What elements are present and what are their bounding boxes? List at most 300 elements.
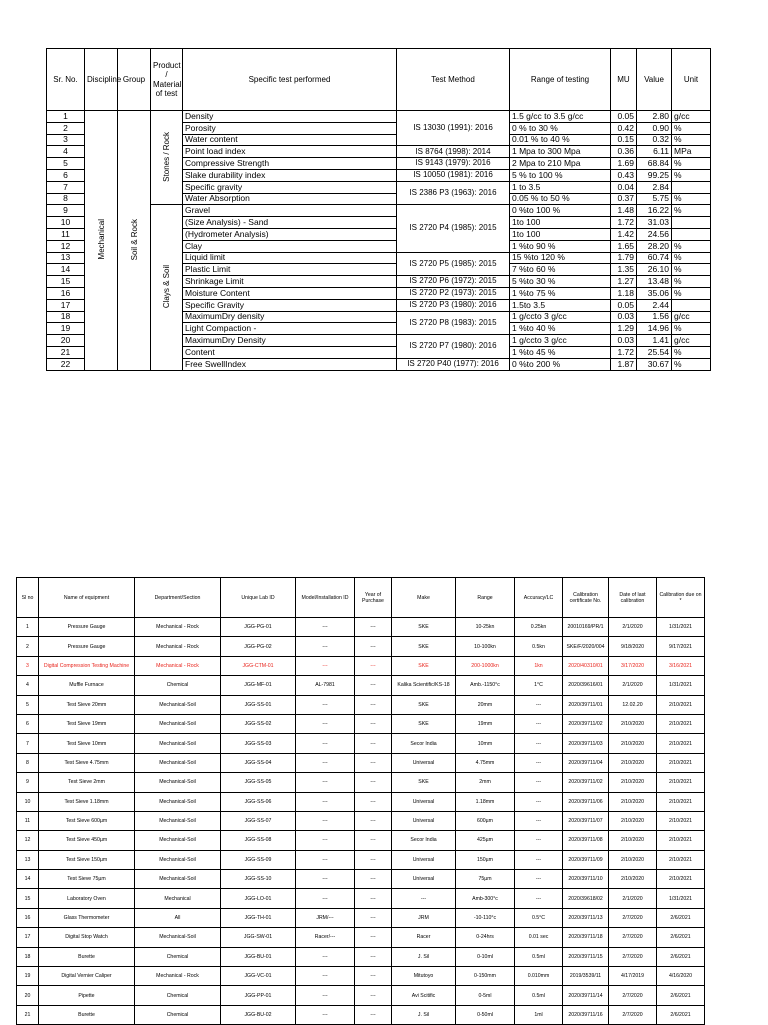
department: Chemical	[135, 947, 221, 966]
result-value: 1.56	[637, 311, 672, 323]
model-id: ---	[296, 637, 355, 656]
sl-no: 2	[17, 637, 39, 656]
range: 0-10ml	[456, 947, 515, 966]
calibration-due-date: 2/10/2021	[657, 714, 705, 733]
accuracy: 0.5kn	[515, 637, 563, 656]
range-of-testing: 0 % to 30 %	[510, 122, 611, 134]
department: All	[135, 908, 221, 927]
year-of-purchase: ---	[355, 811, 392, 830]
header-test-method: Test Method	[397, 49, 510, 111]
range: 2mm	[456, 773, 515, 792]
sl-no: 3	[17, 656, 39, 675]
equipment-row	[17, 986, 705, 1005]
range-of-testing: 0.05 % to 50 %	[510, 193, 611, 205]
sl-no: 21	[17, 1005, 39, 1024]
equipment-row	[17, 850, 705, 869]
sl-no: 18	[17, 947, 39, 966]
equipment-row	[17, 870, 705, 889]
mu-value: 0.37	[611, 193, 637, 205]
result-value: 26.10	[637, 264, 672, 276]
department: Mechanical - Rock	[135, 967, 221, 986]
certificate-no: 2020/39618/02	[563, 889, 609, 908]
sr-no: 2	[47, 122, 85, 134]
specific-test: (Size Analysis) - Sand	[183, 217, 397, 229]
last-calibration-date: 2/10/2020	[609, 753, 657, 772]
result-value: 2.84	[637, 181, 672, 193]
sl-no: 16	[17, 908, 39, 927]
equipment-calibration-table	[16, 577, 705, 1025]
year-of-purchase: ---	[355, 734, 392, 753]
make: Secor India	[392, 831, 456, 850]
model-id: ---	[296, 831, 355, 850]
range: 1.18mm	[456, 792, 515, 811]
year-of-purchase: ---	[355, 695, 392, 714]
unit: g/cc	[672, 335, 711, 347]
product-rock-cell	[151, 111, 183, 205]
result-value: 31.03	[637, 217, 672, 229]
certificate-no: 2020/39711/03	[563, 734, 609, 753]
lab-id: JGG-LO-01	[221, 889, 296, 908]
department: Mechanical-Soil	[135, 870, 221, 889]
range: 0-24hrs	[456, 928, 515, 947]
department: Mechanical-Soil	[135, 928, 221, 947]
product-soil-cell	[151, 205, 183, 370]
year-of-purchase: ---	[355, 870, 392, 889]
unit: %	[672, 276, 711, 288]
header-make: Make	[392, 578, 456, 618]
calibration-due-date: 2/10/2021	[657, 734, 705, 753]
lab-id: JGG-PG-02	[221, 637, 296, 656]
result-value: 25.54	[637, 346, 672, 358]
equipment-name: Glass Thermometer	[39, 908, 135, 927]
range-of-testing: 0.01 % to 40 %	[510, 134, 611, 146]
header-accuracy: Accuracy/LC	[515, 578, 563, 618]
calibration-due-date: 1/31/2021	[657, 618, 705, 637]
make: Universal	[392, 753, 456, 772]
make: Universal	[392, 850, 456, 869]
accuracy: ---	[515, 792, 563, 811]
certificate-no: 2019/3539/11	[563, 967, 609, 986]
header-group: Group	[118, 49, 151, 111]
header-last-calibration: Date of last calibration	[609, 578, 657, 618]
result-value: 0.90	[637, 122, 672, 134]
last-calibration-date: 2/1/2020	[609, 618, 657, 637]
range-of-testing: 1.5to 3.5	[510, 299, 611, 311]
group-label: Soil & Rock	[129, 218, 139, 260]
last-calibration-date: 2/1/2020	[609, 676, 657, 695]
unit: %	[672, 252, 711, 264]
model-id: ---	[296, 986, 355, 1005]
range-of-testing: 1 g/ccto 3 g/cc	[510, 335, 611, 347]
sr-no: 15	[47, 276, 85, 288]
accuracy: ---	[515, 850, 563, 869]
model-id: ---	[296, 714, 355, 733]
sr-no: 13	[47, 252, 85, 264]
range: 4.75mm	[456, 753, 515, 772]
specific-test: Density	[183, 111, 397, 123]
model-id: ---	[296, 947, 355, 966]
header-product: Product / Material of test	[151, 49, 183, 111]
range: 20mm	[456, 695, 515, 714]
range: 200-1000kn	[456, 656, 515, 675]
result-value: 13.48	[637, 276, 672, 288]
year-of-purchase: ---	[355, 967, 392, 986]
sl-no: 11	[17, 811, 39, 830]
group-cell	[118, 111, 151, 371]
test-method: IS 2720 P7 (1980): 2016	[397, 335, 510, 359]
certificate-no: 2020/39711/02	[563, 714, 609, 733]
certificate-no: 2020/39711/18	[563, 928, 609, 947]
mu-value: 1.72	[611, 346, 637, 358]
last-calibration-date: 2/10/2020	[609, 773, 657, 792]
test-method: IS 2720 P6 (1972): 2015	[397, 276, 510, 288]
equipment-name: Pipette	[39, 986, 135, 1005]
header-mu: MU	[611, 49, 637, 111]
equipment-row	[17, 889, 705, 908]
header-specific-test: Specific test performed	[183, 49, 397, 111]
last-calibration-date: 2/7/2020	[609, 1005, 657, 1024]
test-method: IS 9143 (1979): 2016	[397, 158, 510, 170]
year-of-purchase: ---	[355, 656, 392, 675]
make: SKE	[392, 656, 456, 675]
lab-id: JGG-SS-04	[221, 753, 296, 772]
sr-no: 5	[47, 158, 85, 170]
equipment-row	[17, 811, 705, 830]
range-of-testing: 1 %to 90 %	[510, 240, 611, 252]
department: Mechanical	[135, 889, 221, 908]
range-of-testing: 15 %to 120 %	[510, 252, 611, 264]
year-of-purchase: ---	[355, 831, 392, 850]
sr-no: 19	[47, 323, 85, 335]
certificate-no: 2020/39711/01	[563, 695, 609, 714]
mu-value: 0.03	[611, 335, 637, 347]
mu-value: 0.05	[611, 111, 637, 123]
sl-no: 6	[17, 714, 39, 733]
equipment-row	[17, 656, 705, 675]
equipment-name: Test Sieve 75µm	[39, 870, 135, 889]
year-of-purchase: ---	[355, 947, 392, 966]
unit	[672, 181, 711, 193]
last-calibration-date: 2/7/2020	[609, 908, 657, 927]
range: Amb.-1150°c	[456, 676, 515, 695]
last-calibration-date: 2/10/2020	[609, 792, 657, 811]
certificate-no: 2020/39711/04	[563, 753, 609, 772]
specific-test: Free SwellIndex	[183, 358, 397, 370]
calibration-due-date: 2/10/2021	[657, 811, 705, 830]
accuracy: 0.5ml	[515, 947, 563, 966]
specific-test: MaximumDry density	[183, 311, 397, 323]
unit: %	[672, 169, 711, 181]
equipment-row	[17, 1005, 705, 1024]
sl-no: 12	[17, 831, 39, 850]
certificate-no: 2020/39711/02	[563, 773, 609, 792]
specific-test: MaximumDry Density	[183, 335, 397, 347]
last-calibration-date: 2/10/2020	[609, 850, 657, 869]
accuracy: ---	[515, 870, 563, 889]
range-of-testing: 1 Mpa to 300 Mpa	[510, 146, 611, 158]
test-method: IS 2720 P40 (1977): 2016	[397, 358, 510, 370]
sl-no: 20	[17, 986, 39, 1005]
model-id: ---	[296, 753, 355, 772]
sr-no: 4	[47, 146, 85, 158]
test-method: IS 2720 P4 (1985): 2015	[397, 205, 510, 252]
specific-test: Clay	[183, 240, 397, 252]
equipment-name: Pressure Gauge	[39, 637, 135, 656]
sr-no: 6	[47, 169, 85, 181]
sr-no: 12	[47, 240, 85, 252]
model-id: ---	[296, 695, 355, 714]
year-of-purchase: ---	[355, 986, 392, 1005]
calibration-due-date: 2/10/2021	[657, 695, 705, 714]
last-calibration-date: 2/7/2020	[609, 947, 657, 966]
mu-value: 1.65	[611, 240, 637, 252]
equipment-row	[17, 928, 705, 947]
specific-test: Moisture Content	[183, 287, 397, 299]
accuracy: 0.25kn	[515, 618, 563, 637]
equipment-row	[17, 792, 705, 811]
accuracy: ---	[515, 714, 563, 733]
sr-no: 11	[47, 228, 85, 240]
mu-value: 0.05	[611, 299, 637, 311]
equipment-name: Test Sieve 4.75mm	[39, 753, 135, 772]
range: 600µm	[456, 811, 515, 830]
test-method: IS 13030 (1991): 2016	[397, 111, 510, 146]
result-value: 5.75	[637, 193, 672, 205]
test-method: IS 2720 P8 (1983): 2015	[397, 311, 510, 335]
certificate-no: 2020/40310/01	[563, 656, 609, 675]
calibration-due-date: 3/16/2021	[657, 656, 705, 675]
range: 75µm	[456, 870, 515, 889]
specific-test: Plastic Limit	[183, 264, 397, 276]
equipment-row	[17, 773, 705, 792]
range: 10-25kn	[456, 618, 515, 637]
model-id: ---	[296, 734, 355, 753]
specific-test: Compressive Strength	[183, 158, 397, 170]
lab-id: JGG-SS-09	[221, 850, 296, 869]
calibration-due-date: 2/10/2021	[657, 850, 705, 869]
year-of-purchase: ---	[355, 1005, 392, 1024]
result-value: 99.25	[637, 169, 672, 181]
range-of-testing: 0 %to 100 %	[510, 205, 611, 217]
lab-id: JGG-SS-10	[221, 870, 296, 889]
result-value: 2.80	[637, 111, 672, 123]
sl-no: 4	[17, 676, 39, 695]
mu-value: 1.42	[611, 228, 637, 240]
calibration-due-date: 2/10/2021	[657, 831, 705, 850]
sr-no: 3	[47, 134, 85, 146]
sr-no: 20	[47, 335, 85, 347]
equipment-name: Test Sieve 450µm	[39, 831, 135, 850]
specific-test: Specific gravity	[183, 181, 397, 193]
department: Mechanical - Rock	[135, 618, 221, 637]
sr-no: 17	[47, 299, 85, 311]
department: Mechanical-Soil	[135, 850, 221, 869]
sr-no: 21	[47, 346, 85, 358]
department: Mechanical-Soil	[135, 734, 221, 753]
equipment-name: Test Sieve 19mm	[39, 714, 135, 733]
sl-no: 13	[17, 850, 39, 869]
equipment-row	[17, 714, 705, 733]
accuracy: ---	[515, 695, 563, 714]
model-id: ---	[296, 967, 355, 986]
unit: %	[672, 240, 711, 252]
calibration-due-date: 2/10/2021	[657, 792, 705, 811]
header-sl-no: Sl no	[17, 578, 39, 618]
accuracy: ---	[515, 753, 563, 772]
unit	[672, 299, 711, 311]
range: 0-5ml	[456, 986, 515, 1005]
make: Secor India	[392, 734, 456, 753]
accuracy: ---	[515, 811, 563, 830]
unit: %	[672, 134, 711, 146]
sl-no: 9	[17, 773, 39, 792]
department: Mechanical-Soil	[135, 831, 221, 850]
unit	[672, 217, 711, 229]
range-of-testing: 5 %to 30 %	[510, 276, 611, 288]
department: Mechanical - Rock	[135, 637, 221, 656]
lab-id: JGG-SS-06	[221, 792, 296, 811]
test-method: IS 2720 P2 (1973): 2015	[397, 287, 510, 299]
certificate-no: 2020/39711/08	[563, 831, 609, 850]
range-of-testing: 1to 100	[510, 228, 611, 240]
equipment-name: Test Sieve 150µm	[39, 850, 135, 869]
department: Mechanical-Soil	[135, 695, 221, 714]
range-of-testing: 1to 100	[510, 217, 611, 229]
equipment-name: Test Sieve 10mm	[39, 734, 135, 753]
make: Universal	[392, 870, 456, 889]
model-id: AL-7981	[296, 676, 355, 695]
equipment-name: Test Sieve 20mm	[39, 695, 135, 714]
lab-id: JGG-BU-02	[221, 1005, 296, 1024]
equipment-row	[17, 734, 705, 753]
certificate-no: 2020/39616/01	[563, 676, 609, 695]
sl-no: 19	[17, 967, 39, 986]
equipment-name: Digital Vernier Caliper	[39, 967, 135, 986]
lab-id: JGG-SS-01	[221, 695, 296, 714]
department: Mechanical-Soil	[135, 792, 221, 811]
model-id: ---	[296, 889, 355, 908]
year-of-purchase: ---	[355, 792, 392, 811]
accuracy: 0.5°C	[515, 908, 563, 927]
range-of-testing: 7 %to 60 %	[510, 264, 611, 276]
sl-no: 8	[17, 753, 39, 772]
range-of-testing: 1 %to 45 %	[510, 346, 611, 358]
specific-test: Water content	[183, 134, 397, 146]
make: ---	[392, 889, 456, 908]
unit: %	[672, 193, 711, 205]
lab-id: JGG-SS-05	[221, 773, 296, 792]
calibration-due-date: 2/6/2021	[657, 908, 705, 927]
sl-no: 15	[17, 889, 39, 908]
mu-value: 0.03	[611, 311, 637, 323]
header-equipment-name: Name of equipment	[39, 578, 135, 618]
accuracy: 0.010mm	[515, 967, 563, 986]
equipment-row	[17, 831, 705, 850]
accuracy: ---	[515, 734, 563, 753]
specific-test: Liquid limit	[183, 252, 397, 264]
year-of-purchase: ---	[355, 676, 392, 695]
result-value: 35.06	[637, 287, 672, 299]
specific-test: Shrinkage Limit	[183, 276, 397, 288]
range: 10mm	[456, 734, 515, 753]
last-calibration-date: 2/10/2020	[609, 714, 657, 733]
model-id: ---	[296, 656, 355, 675]
header-year: Year of Purchase	[355, 578, 392, 618]
specific-test: Point load index	[183, 146, 397, 158]
accuracy: ---	[515, 773, 563, 792]
range: 19mm	[456, 714, 515, 733]
lab-id: JGG-SS-03	[221, 734, 296, 753]
make: J. Sil	[392, 947, 456, 966]
year-of-purchase: ---	[355, 714, 392, 733]
test-scope-header-row	[47, 49, 711, 111]
lab-id: JGG-PG-01	[221, 618, 296, 637]
certificate-no: 2020/39711/16	[563, 1005, 609, 1024]
mu-value: 0.36	[611, 146, 637, 158]
range: 0-150mm	[456, 967, 515, 986]
header-certificate: Calibration certificate No.	[563, 578, 609, 618]
result-value: 60.74	[637, 252, 672, 264]
result-value: 0.32	[637, 134, 672, 146]
model-id: ---	[296, 618, 355, 637]
department: Mechanical-Soil	[135, 753, 221, 772]
model-id: ---	[296, 811, 355, 830]
test-method: IS 10050 (1981): 2016	[397, 169, 510, 181]
sr-no: 18	[47, 311, 85, 323]
unit: %	[672, 323, 711, 335]
header-range: Range of testing	[510, 49, 611, 111]
last-calibration-date: 2/1/2020	[609, 889, 657, 908]
range-of-testing: 1 %to 75 %	[510, 287, 611, 299]
year-of-purchase: ---	[355, 618, 392, 637]
equipment-row	[17, 676, 705, 695]
department: Chemical	[135, 1005, 221, 1024]
accuracy: ---	[515, 831, 563, 850]
year-of-purchase: ---	[355, 753, 392, 772]
result-value: 68.84	[637, 158, 672, 170]
unit: %	[672, 122, 711, 134]
department: Mechanical - Rock	[135, 656, 221, 675]
department: Mechanical-Soil	[135, 773, 221, 792]
calibration-due-date: 4/16/2020	[657, 967, 705, 986]
lab-id: JGG-CTM-01	[221, 656, 296, 675]
lab-id: JGG-SS-02	[221, 714, 296, 733]
equipment-row	[17, 947, 705, 966]
year-of-purchase: ---	[355, 850, 392, 869]
sl-no: 5	[17, 695, 39, 714]
specific-test: Porosity	[183, 122, 397, 134]
test-method: IS 8764 (1998): 2014	[397, 146, 510, 158]
equipment-row	[17, 908, 705, 927]
calibration-due-date: 2/6/2021	[657, 986, 705, 1005]
header-department: Department/Section	[135, 578, 221, 618]
accuracy: 0.01 sec	[515, 928, 563, 947]
calibration-due-date: 2/6/2021	[657, 1005, 705, 1024]
equipment-name: Test Sieve 600µm	[39, 811, 135, 830]
last-calibration-date: 12.02.20	[609, 695, 657, 714]
equipment-header-row	[17, 578, 705, 618]
year-of-purchase: ---	[355, 637, 392, 656]
sl-no: 14	[17, 870, 39, 889]
last-calibration-date: 2/10/2020	[609, 734, 657, 753]
make: SKE	[392, 695, 456, 714]
unit: %	[672, 158, 711, 170]
mu-value: 0.43	[611, 169, 637, 181]
department: Mechanical-Soil	[135, 714, 221, 733]
sl-no: 1	[17, 618, 39, 637]
make: J. Sil	[392, 1005, 456, 1024]
lab-id: JGG-VC-01	[221, 967, 296, 986]
